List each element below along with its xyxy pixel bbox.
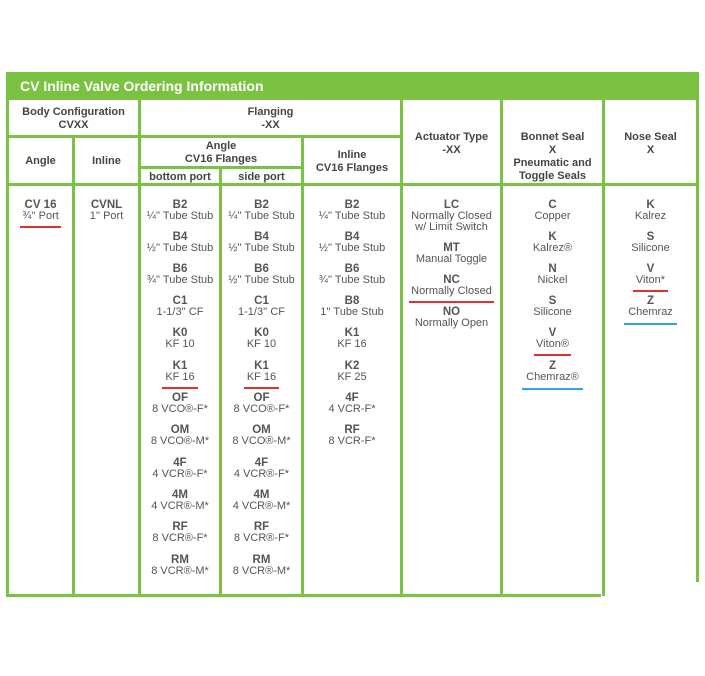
item-desc: 8 VCR®-M* xyxy=(151,565,209,577)
list-item xyxy=(304,200,400,222)
bonnet-label: Bonnet Seal xyxy=(520,131,585,143)
item-code: RM xyxy=(252,554,271,566)
item-code: C1 xyxy=(254,295,269,307)
nose-header xyxy=(605,131,696,157)
body-config-code: CVXX xyxy=(58,119,89,131)
item-desc: Normally Open xyxy=(414,317,489,329)
item-code: B6 xyxy=(254,263,269,275)
item-code: V xyxy=(646,263,655,275)
item-code: S xyxy=(646,231,655,243)
item-code: B2 xyxy=(172,199,188,211)
item-code: K1 xyxy=(344,327,360,339)
item-desc: 4 VCR®-M* xyxy=(232,500,291,512)
flanging-label: Flanging xyxy=(247,106,294,118)
angle-item xyxy=(9,200,72,222)
list-item xyxy=(503,296,602,318)
list-item xyxy=(605,200,696,222)
item-desc: 8 VCR®-F* xyxy=(233,532,290,544)
inline-flanges-header xyxy=(304,149,400,175)
item-desc xyxy=(605,307,696,318)
item-code: B6 xyxy=(172,263,188,275)
item-code: 4M xyxy=(253,489,270,501)
bonnet-header xyxy=(503,131,602,183)
item-desc: ½'' Tube Stub xyxy=(228,242,295,254)
item-desc: Nickel xyxy=(537,274,568,286)
bottom-port-header: bottom port xyxy=(149,171,211,183)
item-code: S xyxy=(548,295,557,307)
actuator-label: Actuator Type xyxy=(414,131,489,143)
list-item xyxy=(503,200,602,222)
item-code: B8 xyxy=(344,295,360,307)
item-desc: KF 16 xyxy=(337,338,367,350)
item-desc: ¾'' Tube Stub xyxy=(146,274,214,286)
item-desc: ½'' Tube Stub xyxy=(318,242,386,254)
item-code: B4 xyxy=(254,231,269,243)
item-code: LC xyxy=(443,199,460,211)
inline-item xyxy=(75,200,138,222)
body-config-header xyxy=(9,106,138,132)
item-desc: 1-1/3'' CF xyxy=(238,306,285,318)
item-desc: Silicone xyxy=(533,306,572,318)
item-code: B2 xyxy=(254,199,269,211)
list-item xyxy=(403,275,500,297)
item-desc: Normally Closed xyxy=(411,210,492,222)
item-desc: ¼'' Tube Stub xyxy=(146,210,214,222)
list-item xyxy=(141,296,219,318)
list-item xyxy=(403,243,500,265)
header-line-1 xyxy=(140,135,402,138)
item-code: Z xyxy=(548,360,557,372)
list-item xyxy=(605,264,696,286)
item-desc: 4 VCR®-F* xyxy=(152,468,208,480)
item-code: K1 xyxy=(254,360,269,372)
item-code: CV 16 xyxy=(24,199,57,211)
bonnet-code: X xyxy=(548,144,557,156)
item-code: K0 xyxy=(172,327,188,339)
inline-header: Inline xyxy=(92,155,121,167)
inline-flanges-label: Inline xyxy=(337,149,367,161)
list-item xyxy=(503,264,602,286)
item-code: CVNL xyxy=(90,199,123,211)
item-code: 4M xyxy=(172,489,188,501)
item-code: NO xyxy=(442,306,461,318)
item-code: MT xyxy=(443,242,460,254)
item-desc: 1'' Tube Stub xyxy=(320,306,384,318)
item-code: RF xyxy=(172,521,188,533)
item-desc xyxy=(605,275,696,286)
list-item xyxy=(141,522,219,544)
list-item xyxy=(222,361,301,383)
item-code: K0 xyxy=(254,327,269,339)
angle-flanges-label: Angle xyxy=(205,140,237,152)
list-item xyxy=(141,232,219,254)
frame-left xyxy=(6,72,9,596)
item-desc xyxy=(503,339,602,350)
item-desc-text: ¾'' Port xyxy=(20,210,61,228)
item-code: 4F xyxy=(254,457,269,469)
list-item xyxy=(222,555,301,577)
item-desc: Manual Toggle xyxy=(415,253,488,265)
item-desc: Kalrez® xyxy=(532,242,573,254)
list-item xyxy=(141,361,219,383)
item-desc: 8 VCR®-F* xyxy=(152,532,208,544)
item-desc: 4 VCR®-F* xyxy=(233,468,290,480)
list-item xyxy=(222,200,301,222)
item-desc: 4 VCR®-M* xyxy=(151,500,209,512)
item-desc xyxy=(141,372,219,383)
angle-flanges-header xyxy=(141,140,301,166)
list-item xyxy=(605,296,696,318)
item-code: K2 xyxy=(344,360,360,372)
item-desc xyxy=(9,211,72,222)
item-desc: 8 VCO®-F* xyxy=(233,403,290,415)
item-code: B2 xyxy=(344,199,360,211)
item-code: 4F xyxy=(173,457,187,469)
list-item xyxy=(141,458,219,480)
list-item xyxy=(222,296,301,318)
angle-header: Angle xyxy=(25,155,56,167)
item-desc-text: Viton® xyxy=(534,338,571,356)
list-item xyxy=(304,296,400,318)
actuator-header xyxy=(403,131,500,157)
list-item xyxy=(304,232,400,254)
item-code: RM xyxy=(171,554,189,566)
item-code: C xyxy=(548,199,557,211)
list-item xyxy=(222,490,301,512)
item-code: K xyxy=(646,199,655,211)
item-code: NC xyxy=(443,274,460,286)
item-desc: KF 10 xyxy=(246,338,277,350)
frame-right-lower xyxy=(696,182,699,582)
col-line-5 xyxy=(400,100,403,596)
list-item xyxy=(222,393,301,415)
item-desc: Silicone xyxy=(631,242,670,254)
list-item xyxy=(141,425,219,447)
item-code: OM xyxy=(170,424,190,436)
item-desc: 8 VCR®-M* xyxy=(232,565,291,577)
angle-flanges-label-2: CV16 Flanges xyxy=(184,153,258,165)
item-desc-text: Viton* xyxy=(633,274,668,292)
inline-flanges-label-2: CV16 Flanges xyxy=(315,162,389,174)
list-item xyxy=(141,200,219,222)
item-desc: ½'' Tube Stub xyxy=(228,274,295,286)
list-item xyxy=(222,458,301,480)
col-line-7 xyxy=(602,100,605,596)
item-desc: Kalrez xyxy=(634,210,667,222)
bonnet-sub-1: Pneumatic and xyxy=(513,157,592,169)
list-item xyxy=(503,328,602,350)
item-desc: 8 VCO®-M* xyxy=(150,435,210,447)
bonnet-sub-2: Toggle Seals xyxy=(518,170,587,182)
item-desc-text: Chemraz xyxy=(624,306,677,325)
item-desc: ¼'' Tube Stub xyxy=(228,210,295,222)
list-item xyxy=(503,232,602,254)
item-desc: KF 10 xyxy=(165,338,195,350)
list-item xyxy=(222,522,301,544)
item-desc-text: Normally Closed xyxy=(409,285,494,303)
item-desc: 4 VCR-F* xyxy=(328,403,376,415)
item-code: RF xyxy=(253,521,270,533)
item-desc: 1-1/3'' CF xyxy=(156,306,204,318)
list-item xyxy=(141,264,219,286)
item-code: Z xyxy=(646,295,655,307)
item-desc-text: KF 16 xyxy=(244,371,279,389)
item-desc: 8 VCO®-M* xyxy=(232,435,291,447)
item-code: B6 xyxy=(344,263,360,275)
item-code: C1 xyxy=(172,295,188,307)
list-item xyxy=(222,425,301,447)
flanging-code: -XX xyxy=(261,119,280,131)
list-item xyxy=(304,328,400,350)
list-item xyxy=(304,361,400,383)
list-item xyxy=(222,264,301,286)
list-item xyxy=(503,361,602,383)
item-desc-text: Chemraz® xyxy=(522,371,583,390)
list-item xyxy=(304,393,400,415)
list-item xyxy=(141,490,219,512)
item-code: B4 xyxy=(344,231,360,243)
list-item xyxy=(605,232,696,254)
item-desc xyxy=(222,372,301,383)
item-code: OF xyxy=(172,392,188,404)
body-config-label: Body Configuration xyxy=(22,106,125,118)
item-desc: ¾'' Tube Stub xyxy=(318,274,386,286)
item-desc xyxy=(503,372,602,383)
list-item xyxy=(222,328,301,350)
actuator-code: -XX xyxy=(442,144,461,156)
page-title: CV Inline Valve Ordering Information xyxy=(6,72,699,100)
list-item xyxy=(304,425,400,447)
item-desc: 8 VCR-F* xyxy=(328,435,376,447)
flanging-header xyxy=(141,106,400,132)
list-item xyxy=(403,307,500,329)
side-port-header: side port xyxy=(238,171,285,183)
nose-label: Nose Seal xyxy=(624,131,677,143)
item-desc: Copper xyxy=(534,210,571,222)
header-line-4 xyxy=(6,183,699,186)
list-item xyxy=(222,232,301,254)
item-code: 4F xyxy=(345,392,359,404)
item-code: N xyxy=(548,263,557,275)
item-code: V xyxy=(548,327,557,339)
list-item xyxy=(141,328,219,350)
nose-code: X xyxy=(646,144,655,156)
item-code: B4 xyxy=(172,231,188,243)
item-code: K1 xyxy=(172,360,188,372)
item-desc: 8 VCO®-F* xyxy=(152,403,208,415)
list-item xyxy=(403,200,500,233)
item-code: K xyxy=(548,231,557,243)
item-desc: ¼'' Tube Stub xyxy=(318,210,386,222)
item-desc: 1'' Port xyxy=(89,210,124,222)
list-item xyxy=(141,555,219,577)
item-desc: ½'' Tube Stub xyxy=(146,242,214,254)
item-desc-2: w/ Limit Switch xyxy=(415,221,488,233)
item-code: RF xyxy=(344,424,360,436)
list-item xyxy=(141,393,219,415)
item-code: OM xyxy=(252,424,271,436)
item-desc xyxy=(403,286,500,297)
item-code: OF xyxy=(253,392,270,404)
list-item xyxy=(304,264,400,286)
item-desc: KF 25 xyxy=(337,371,367,383)
item-desc-text: KF 16 xyxy=(162,371,197,389)
